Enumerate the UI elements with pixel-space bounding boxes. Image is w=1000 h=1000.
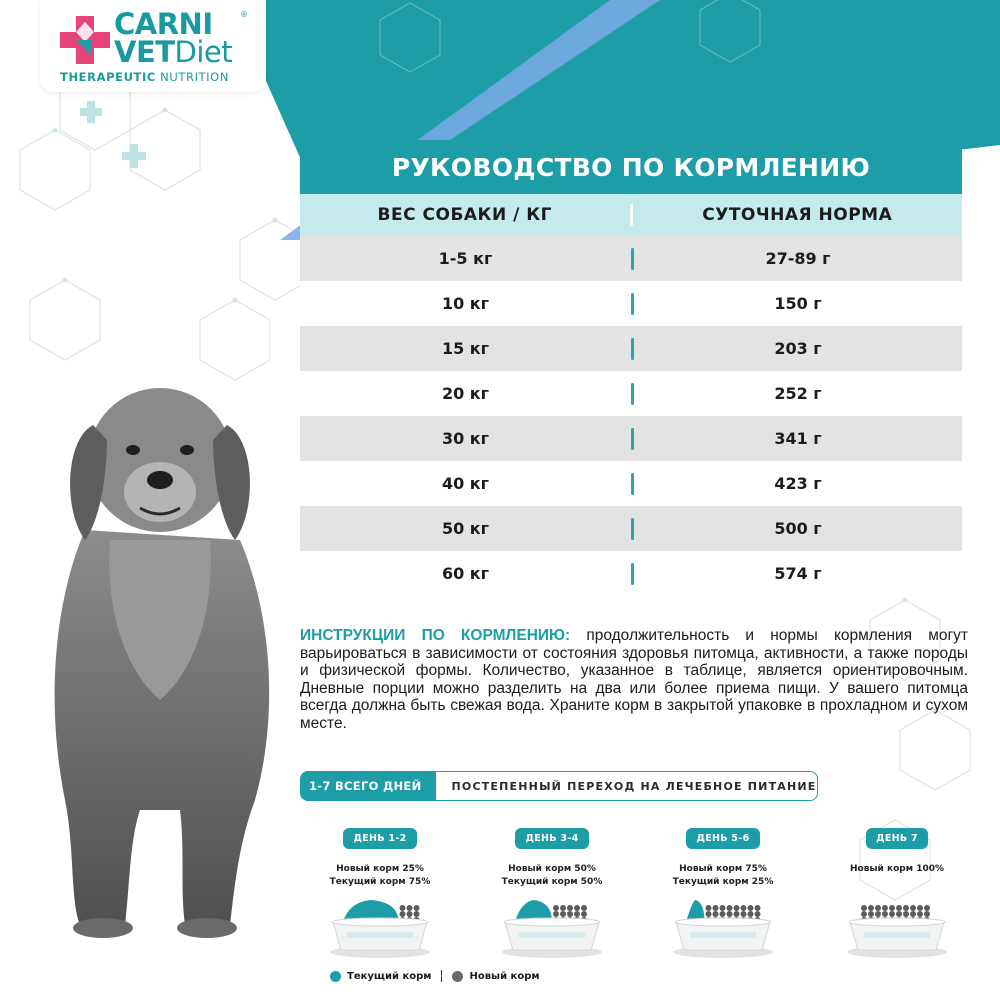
- table-row: [300, 236, 962, 281]
- header-dog-weight: ВЕС СОБАКИ / КГ: [377, 205, 552, 225]
- day-new-share: Новый корм 100%: [849, 864, 945, 874]
- day-badge: ДЕНЬ 1-2: [343, 828, 416, 849]
- brand-logo: [40, 0, 266, 92]
- legend-separator: [441, 970, 442, 982]
- weight-cell: 1-5 кг: [438, 249, 493, 268]
- weight-cell: 40 кг: [441, 474, 490, 493]
- feeding-guide-table: [300, 140, 962, 596]
- legend-current: Текущий корм: [347, 970, 432, 982]
- day-new-share: Новый корм 25%: [336, 864, 424, 874]
- daily-cell: 500 г: [774, 519, 822, 538]
- day-current-share: Текущий корм 25%: [672, 877, 774, 887]
- day-new-share: Новый корм 50%: [508, 864, 596, 874]
- weight-cell: 30 кг: [441, 429, 490, 448]
- instructions-text: продолжительность и нормы кормления могут варьироваться в зависимости от состояния здоровья питомца, активности, а также породы и физической формы. Количество, указанное в таблице, является ориентировочным. Дневные порции можно разделить на два или более приема пищи. У вашего питомца всегда должна быть свежая вода. Храните корм в закрытой упаковке в прохладном и сухом месте.: [300, 627, 968, 732]
- registered-mark: ®: [240, 10, 248, 19]
- weight-cell: 10 кг: [441, 294, 490, 313]
- tagline-bold: THERAPEUTIC: [60, 70, 156, 84]
- brand-line2-bold: VET: [114, 35, 175, 69]
- daily-cell: 203 г: [774, 339, 822, 358]
- table-row: [300, 281, 962, 326]
- brand-line1: CARNI: [114, 7, 213, 41]
- transition-bar: [300, 771, 818, 801]
- day-badge: ДЕНЬ 5-6: [686, 828, 759, 849]
- daily-cell: 27-89 г: [765, 249, 831, 268]
- brand-name: [114, 7, 233, 69]
- feeding-instructions: [300, 627, 968, 733]
- table-row: [300, 416, 962, 461]
- table-row: [300, 551, 962, 596]
- legend-new: Новый корм: [469, 970, 540, 982]
- food-bowl-icon: [668, 880, 778, 960]
- table-row: [300, 371, 962, 416]
- transition-days-badge: 1-7 ВСЕГО ДНЕЙ: [301, 772, 436, 800]
- daily-cell: 341 г: [774, 429, 822, 448]
- day-badge: ДЕНЬ 3-4: [515, 828, 588, 849]
- tagline-light: NUTRITION: [155, 70, 230, 84]
- table-row: [300, 506, 962, 551]
- brand-line2-light: Diet: [174, 35, 233, 69]
- day-step: [832, 826, 962, 876]
- food-bowl-icon: [325, 880, 435, 960]
- new-food-swatch: [452, 971, 463, 982]
- brand-tagline: [60, 70, 229, 84]
- column-separator: [630, 204, 633, 226]
- daily-cell: 252 г: [774, 384, 822, 403]
- medical-cross-logo-icon: [58, 14, 112, 66]
- day-current-share: Текущий корм 50%: [501, 877, 603, 887]
- legend: [330, 970, 540, 982]
- daily-cell: 423 г: [774, 474, 822, 493]
- current-food-swatch: [330, 971, 341, 982]
- food-bowl-icon: [497, 880, 607, 960]
- table-row: [300, 326, 962, 371]
- transition-text: ПОСТЕПЕННЫЙ ПЕРЕХОД НА ЛЕЧЕБНОЕ ПИТАНИЕ: [451, 779, 817, 793]
- header-daily-norm: СУТОЧНАЯ НОРМА: [702, 205, 893, 225]
- day-current-share: Текущий корм 75%: [329, 877, 431, 887]
- day-badge: ДЕНЬ 7: [866, 828, 928, 849]
- weight-cell: 15 кг: [441, 339, 490, 358]
- daily-cell: 574 г: [774, 564, 822, 583]
- dog-photo: [15, 380, 305, 940]
- table-header: [300, 194, 962, 236]
- day-new-share: Новый корм 75%: [679, 864, 767, 874]
- weight-cell: 50 кг: [441, 519, 490, 538]
- table-row: [300, 461, 962, 506]
- instructions-label: ИНСТРУКЦИИ ПО КОРМЛЕНИЮ:: [300, 627, 571, 644]
- weight-cell: 60 кг: [441, 564, 490, 583]
- food-bowl-icon: [842, 880, 952, 960]
- daily-cell: 150 г: [774, 294, 822, 313]
- table-title: РУКОВОДСТВО ПО КОРМЛЕНИЮ: [300, 140, 962, 194]
- weight-cell: 20 кг: [441, 384, 490, 403]
